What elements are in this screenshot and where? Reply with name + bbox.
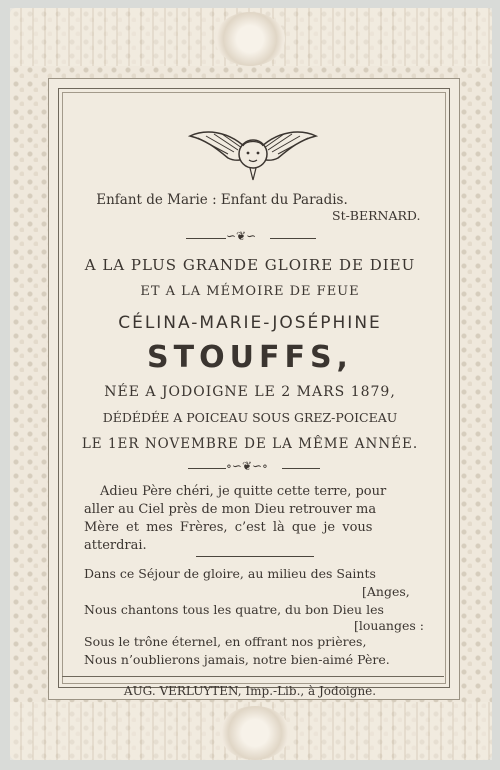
lace-rosette-icon (220, 706, 290, 760)
printer-credit: AUG. VERLUYTEN, Imp.-Lib., à Jodoigne. (123, 684, 377, 698)
farewell-line: Mère et mes Frères, c’est là que je vous (84, 520, 373, 535)
surname: STOUFFS, (147, 340, 353, 375)
farewell-line: aller au Ciel près de mon Dieu retrouver ma (84, 502, 377, 517)
death-date: LE 1ER NOVEMBRE DE LA MÊME ANNÉE. (81, 436, 419, 452)
epigraph-text: Enfant de Marie : Enfant du Paradis. (96, 192, 348, 208)
given-names: CÉLINA-MARIE-JOSÉPHINE (118, 313, 382, 333)
ornament-rule (186, 238, 226, 239)
poem-line: Dans ce Séjour de gloire, au milieu des Saints (84, 566, 376, 581)
poem-line: Nous chantons tous les quatre, du bon Dieu les (84, 602, 384, 617)
ornament-rule (282, 468, 320, 469)
dedication-line-1: A LA PLUS GRANDE GLOIRE DE DIEU (84, 256, 416, 274)
farewell-line: atterdrai. (84, 538, 147, 553)
poem-line: Nous n’oublierons jamais, notre bien-aimé Père. (84, 652, 390, 667)
poem-line: [louanges : (354, 618, 424, 633)
ornament-rule (270, 238, 316, 239)
poem-line: [Anges, (362, 584, 410, 599)
poem-line: Sous le trône éternel, en offrant nos prières, (84, 634, 367, 649)
ornament-icon: ∽❦∽ (226, 229, 257, 243)
death-line: DÉDÉDÉE A POICEAU SOUS GREZ-POICEAU (102, 410, 398, 425)
cherub-icon (188, 118, 318, 184)
lace-rosette-icon (215, 12, 285, 66)
footer-rule (62, 676, 444, 677)
birth-line: NÉE A JODOIGNE LE 2 MARS 1879, (104, 384, 396, 400)
ornament-icon: ∘∽❦∽∘ (226, 459, 268, 473)
dedication-line-2: ET A LA MÉMOIRE DE FEUE (140, 284, 360, 299)
ornament-rule (188, 468, 226, 469)
farewell-line: Adieu Père chéri, je quitte cette terre, pour (100, 484, 387, 499)
epigraph-author: St-BERNARD. (332, 208, 421, 223)
divider-rule (196, 556, 314, 557)
